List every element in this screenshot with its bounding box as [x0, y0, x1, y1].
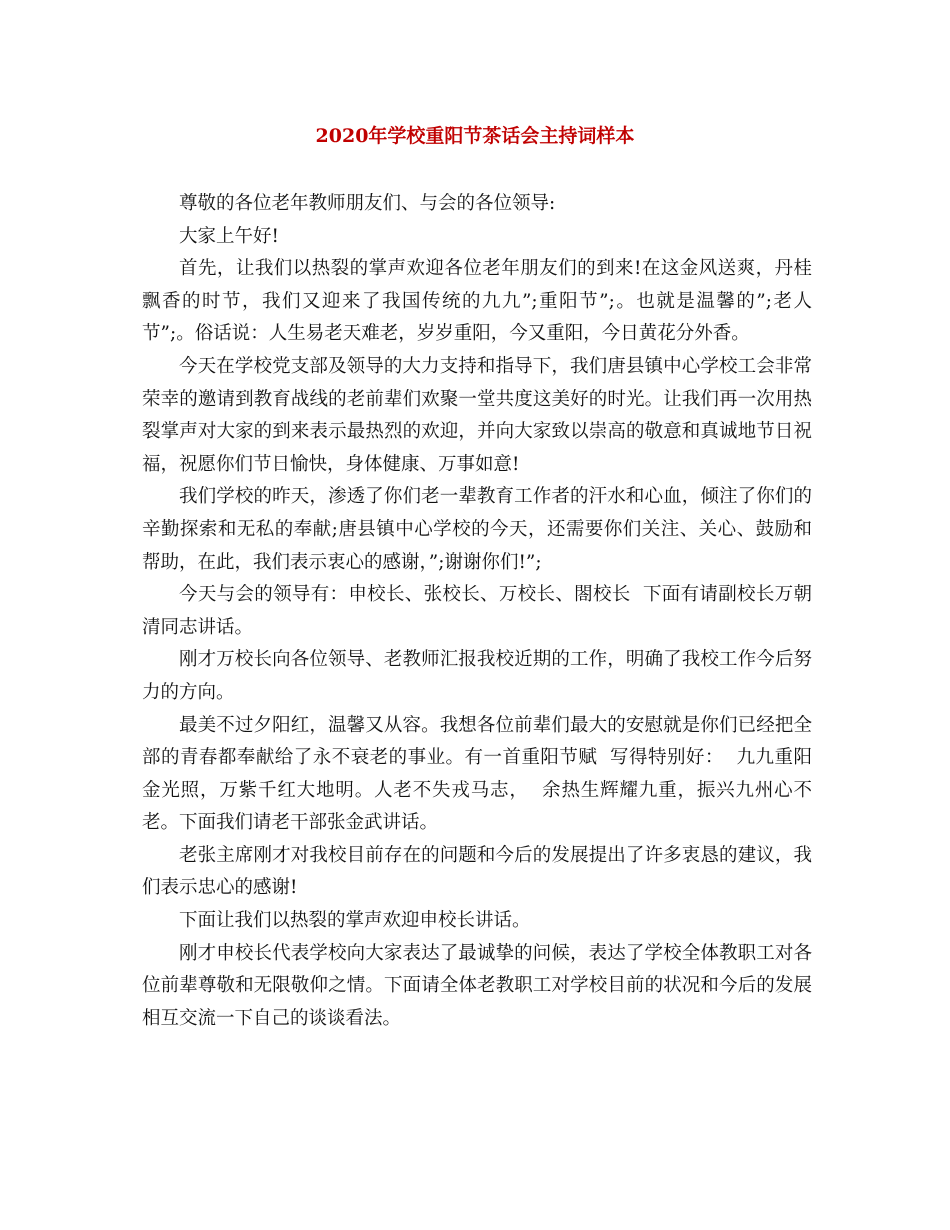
paragraph: 最美不过夕阳红，温馨又从容。我想各位前辈们最大的安慰就是你们已经把全部的青春都奉献给了永不衰老的事业。有一首重阳节赋 写得特别好： 九九重阳金光照，万紫千红大地明。人老不失戎马志， 余热生辉耀九重，振兴九州心不老。下面我们请老干部张金武讲话。: [142, 714, 812, 834]
paragraph: 今天与会的领导有：申校长、张校长、万校长、閤校长 下面有请副校长万朝清同志讲话。: [142, 584, 812, 638]
paragraph-salutation: 尊敬的各位老年教师朋友们、与会的各位领导:: [179, 193, 556, 214]
document-title: 2020年学校重阳节茶话会主持词样本: [315, 125, 635, 147]
paragraph: 我们学校的昨天，渗透了你们老一辈教育工作者的汗水和心血，倾注了你们的辛勤探索和无私的奉献;唐县镇中心学校的今天，还需要你们关注、关心、鼓励和帮助，在此，我们表示衷心的感谢，”;谢谢你们!”;: [142, 486, 812, 573]
paragraph-greeting: 大家上午好!: [179, 225, 279, 247]
document-body: [142, 188, 812, 1035]
paragraph: 今天在学校党支部及领导的大力支持和指导下，我们唐县镇中心学校工会非常荣幸的邀请到教育战线的老前辈们欢聚一堂共度这美好的时光。让我们再一次用热裂掌声对大家的到来表示最热烈的欢迎，并向大家致以崇高的敬意和真诚地节日祝福，祝愿你们节日愉快，身体健康、万事如意!: [142, 355, 812, 475]
paragraph: 刚才万校长向各位领导、老教师汇报我校近期的工作，明确了我校工作今后努力的方向。: [142, 649, 812, 703]
paragraph: 下面让我们以热裂的掌声欢迎申校长讲话。: [179, 910, 531, 932]
paragraph: 首先，让我们以热裂的掌声欢迎各位老年朋友们的到来!在这金风送爽，丹桂飘香的时节，我们又迎来了我国传统的九九”;重阳节”;。也就是温馨的”;老人节”;。俗话说：人生易老天难老，岁岁重阳，今又重阳，今日黄花分外香。: [142, 258, 812, 345]
paragraph: 刚才申校长代表学校向大家表达了最诚挚的问候，表达了学校全体教职工对各位前辈尊敬和无限敬仰之情。下面请全体老教职工对学校目前的状况和今后的发展相互交流一下自己的谈谈看法。: [142, 942, 812, 1029]
paragraph: 老张主席刚才对我校目前存在的问题和今后的发展提出了许多衷恳的建议，我们表示忠心的感谢!: [142, 844, 812, 899]
